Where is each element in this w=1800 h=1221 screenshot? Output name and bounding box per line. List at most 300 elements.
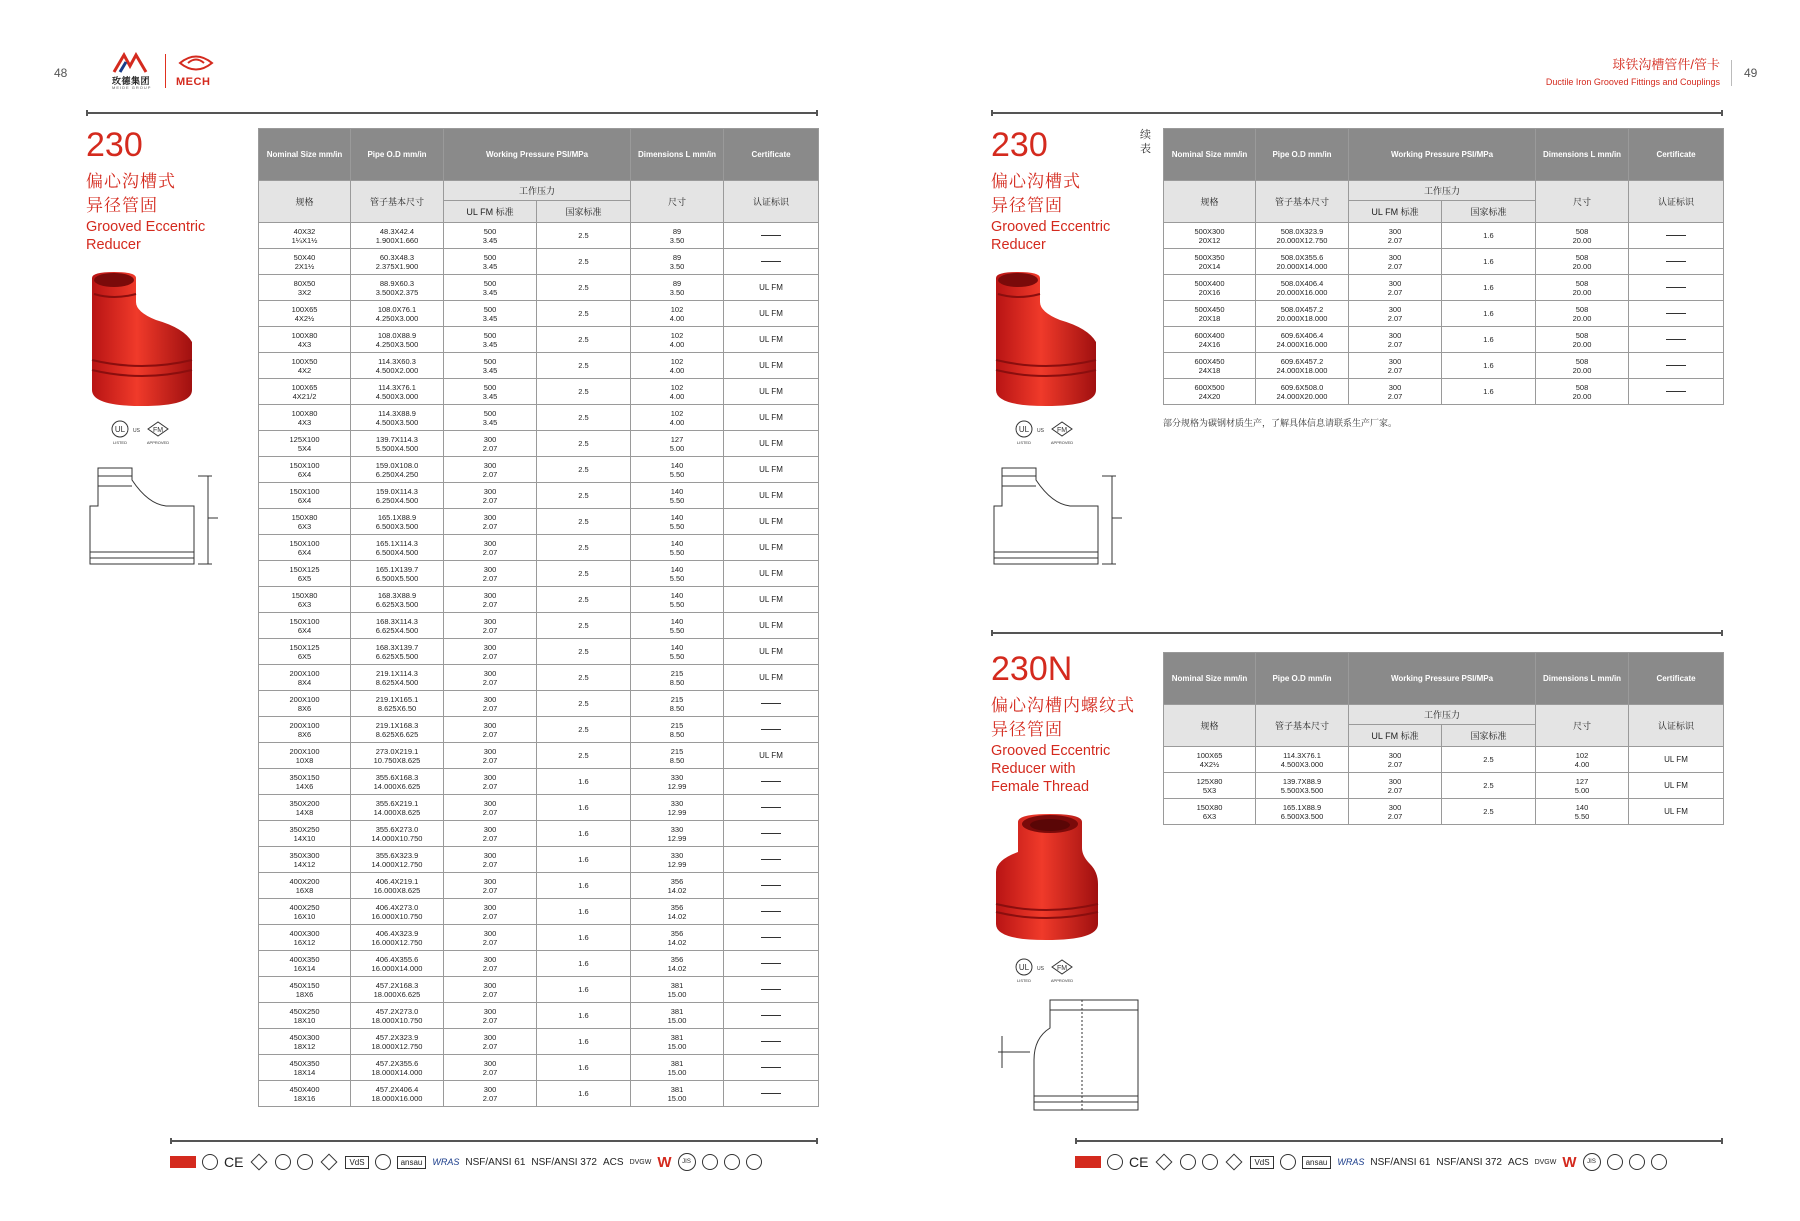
cell-nominal-mm: 40X32 bbox=[293, 226, 316, 236]
cell-psi: 300 bbox=[483, 902, 497, 912]
table-cell bbox=[631, 457, 724, 483]
ce-mark: CE bbox=[224, 1154, 244, 1170]
cell-od-in: 6.250X4.250 bbox=[375, 469, 419, 479]
cell-nominal-in: 10X8 bbox=[295, 755, 314, 765]
cell-cert: UL FM bbox=[1664, 781, 1688, 790]
cell-dim-mm: 102 bbox=[670, 408, 684, 418]
cell-dim-in: 5.50 bbox=[1574, 811, 1590, 821]
product-cont-name-cn-1: 偏心沟槽式 bbox=[991, 172, 1081, 191]
cell-od-in: 4.500X2.000 bbox=[375, 365, 419, 375]
svg-text:UL: UL bbox=[1018, 425, 1030, 434]
table-cell bbox=[259, 561, 351, 587]
cell-national-std: 1.6 bbox=[578, 829, 589, 838]
cell-od-in: 6.500X4.500 bbox=[375, 547, 419, 557]
cell-dim-in: 5.00 bbox=[1574, 785, 1590, 795]
table-cell bbox=[444, 1003, 537, 1029]
table-cell bbox=[724, 405, 819, 431]
no-cert-dash bbox=[761, 963, 781, 964]
table-row bbox=[1164, 301, 1724, 327]
table-cell bbox=[631, 431, 724, 457]
cell-nominal-mm: 350X150 bbox=[289, 772, 320, 782]
cell-od-in: 24.000X16.000 bbox=[1276, 339, 1328, 349]
table-cell bbox=[631, 951, 724, 977]
th-pipe-od-cn: 管子基本尺寸 bbox=[1256, 705, 1349, 747]
table-row bbox=[259, 743, 819, 769]
table-cell bbox=[537, 925, 631, 951]
table-cell bbox=[259, 977, 351, 1003]
cell-nominal-in: 24X20 bbox=[1198, 391, 1221, 401]
svg-text:FM: FM bbox=[1056, 965, 1068, 972]
acs-mark: ACS bbox=[1508, 1156, 1529, 1168]
table-cell bbox=[351, 613, 444, 639]
cell-psi: 300 bbox=[483, 538, 497, 548]
cell-od-in: 24.000X20.000 bbox=[1276, 391, 1328, 401]
no-cert-dash bbox=[1666, 339, 1686, 340]
cell-dim-mm: 356 bbox=[670, 928, 684, 938]
table-cell bbox=[259, 639, 351, 665]
table-cell bbox=[724, 327, 819, 353]
table-row bbox=[1164, 799, 1724, 825]
cell-od-mm: 165.1X114.3 bbox=[376, 538, 418, 548]
cell-od-in: 6.625X4.500 bbox=[375, 625, 419, 635]
cell-dim-in: 14.02 bbox=[667, 885, 687, 895]
cell-od-mm: 114.3X76.1 bbox=[1283, 750, 1321, 760]
ansau-mark: ansau bbox=[1302, 1156, 1332, 1169]
cell-psi: 500 bbox=[483, 304, 497, 314]
cell-nominal-in: 14X6 bbox=[295, 781, 314, 791]
table-cell bbox=[351, 535, 444, 561]
cell-nominal-mm: 600X400 bbox=[1194, 330, 1225, 340]
cell-od-in: 18.000X12.750 bbox=[371, 1041, 423, 1051]
cell-cert: UL FM bbox=[1664, 755, 1688, 764]
cell-dim-in: 12.99 bbox=[667, 781, 687, 791]
table-cell bbox=[724, 1003, 819, 1029]
table-cell bbox=[724, 275, 819, 301]
cell-dim-in: 5.50 bbox=[669, 547, 685, 557]
table-cell bbox=[259, 535, 351, 561]
table-cell bbox=[724, 509, 819, 535]
cell-od-mm: 609.6X508.0 bbox=[1280, 382, 1324, 392]
cell-od-mm: 60.3X48.3 bbox=[379, 252, 415, 262]
table-cell bbox=[351, 249, 444, 275]
nsf61-mark: NSF/ANSI 61 bbox=[1370, 1156, 1431, 1168]
cell-psi: 300 bbox=[1388, 252, 1402, 262]
cell-national-std: 2.5 bbox=[578, 387, 589, 396]
table-cell bbox=[259, 405, 351, 431]
table-cell bbox=[724, 977, 819, 1003]
cell-national-std: 1.6 bbox=[578, 1089, 589, 1098]
th-dimension-cn: 尺寸 bbox=[1536, 705, 1629, 747]
svg-text:LISTED: LISTED bbox=[112, 440, 128, 445]
product-cont-name-en-1: Grooved Eccentric bbox=[991, 219, 1111, 235]
cell-psi: 300 bbox=[483, 746, 497, 756]
certification-footer-right bbox=[1075, 1147, 1667, 1177]
table-row bbox=[259, 301, 819, 327]
cell-nominal-in: 18X14 bbox=[293, 1067, 316, 1077]
table-cell bbox=[631, 665, 724, 691]
cell-mpa: 3.45 bbox=[482, 261, 498, 271]
table-cell bbox=[444, 483, 537, 509]
cell-cert: UL FM bbox=[759, 465, 783, 474]
table-cell bbox=[259, 353, 351, 379]
table-cell bbox=[537, 587, 631, 613]
cell-national-std: 1.6 bbox=[578, 933, 589, 942]
table-cell bbox=[537, 769, 631, 795]
table-row bbox=[259, 873, 819, 899]
cell-national-std: 2.5 bbox=[578, 647, 589, 656]
cell-od-mm: 457.2X168.3 bbox=[375, 980, 419, 990]
cell-dim-in: 4.00 bbox=[1574, 759, 1590, 769]
logo-en-text: MEIDE GROUP bbox=[112, 85, 152, 90]
table-cell bbox=[351, 847, 444, 873]
th-size-cn: 规格 bbox=[1164, 181, 1256, 223]
cell-cert: UL FM bbox=[759, 361, 783, 370]
product-name-cn-1: 偏心沟槽式 bbox=[86, 172, 176, 191]
jis-mark: JIS bbox=[678, 1153, 696, 1171]
table-cell bbox=[444, 665, 537, 691]
cell-nominal-in: 16X12 bbox=[293, 937, 316, 947]
cell-cert: UL FM bbox=[1664, 807, 1688, 816]
cell-dim-in: 12.99 bbox=[667, 807, 687, 817]
table-cell bbox=[537, 275, 631, 301]
cell-psi: 300 bbox=[483, 850, 497, 860]
table-cell bbox=[259, 717, 351, 743]
cell-mpa: 2.07 bbox=[482, 963, 498, 973]
cell-od-mm: 355.6X273.0 bbox=[375, 824, 419, 834]
table-cell bbox=[259, 509, 351, 535]
cell-dim-in: 5.50 bbox=[669, 651, 685, 661]
table-cell bbox=[351, 639, 444, 665]
table-cell bbox=[724, 1081, 819, 1107]
table-row bbox=[259, 561, 819, 587]
cell-dim-mm: 215 bbox=[670, 694, 684, 704]
cell-od-in: 20.000X16.000 bbox=[1276, 287, 1328, 297]
cell-dim-in: 20.00 bbox=[1572, 235, 1592, 245]
cell-mpa: 2.07 bbox=[482, 521, 498, 531]
table-cell bbox=[259, 795, 351, 821]
table-cell bbox=[444, 587, 537, 613]
cell-nominal-in: 20X12 bbox=[1198, 235, 1221, 245]
table-cell bbox=[1256, 275, 1349, 301]
table-row bbox=[259, 405, 819, 431]
cell-nominal-mm: 450X350 bbox=[289, 1058, 320, 1068]
table-cell bbox=[259, 847, 351, 873]
table-cell bbox=[537, 743, 631, 769]
no-cert-dash bbox=[761, 859, 781, 860]
table-cell bbox=[537, 1029, 631, 1055]
cell-dim-mm: 102 bbox=[1575, 750, 1589, 760]
right-bottom-rule bbox=[1075, 1140, 1723, 1142]
table-cell bbox=[537, 535, 631, 561]
cell-od-mm: 508.0X355.6 bbox=[1280, 252, 1324, 262]
th-pipe-od: Pipe O.D mm/in bbox=[1256, 653, 1349, 705]
cell-dim-mm: 381 bbox=[670, 1084, 684, 1094]
reducer-dimension-drawing bbox=[86, 466, 232, 570]
th-pressure-cn: 工作压力 bbox=[1349, 705, 1536, 725]
table-cell bbox=[537, 327, 631, 353]
table-cell bbox=[724, 535, 819, 561]
cell-dim-mm: 89 bbox=[672, 252, 682, 262]
cell-nominal-mm: 200X100 bbox=[289, 694, 320, 704]
cell-national-std: 1.6 bbox=[1483, 257, 1494, 266]
cell-national-std: 2.5 bbox=[578, 413, 589, 422]
table-cell bbox=[631, 1003, 724, 1029]
table-cell bbox=[724, 899, 819, 925]
table-cell bbox=[259, 925, 351, 951]
no-cert-dash bbox=[761, 1067, 781, 1068]
table-row bbox=[259, 639, 819, 665]
cell-nominal-mm: 150X80 bbox=[291, 590, 318, 600]
table-cell bbox=[351, 353, 444, 379]
cell-nominal-mm: 500X400 bbox=[1194, 278, 1225, 288]
th-certificate: Certificate bbox=[1629, 653, 1724, 705]
certification-footer-left bbox=[170, 1147, 762, 1177]
table-cell bbox=[631, 977, 724, 1003]
cell-dim-mm: 102 bbox=[670, 382, 684, 392]
cell-nominal-in: 6X5 bbox=[297, 651, 312, 661]
table-row bbox=[259, 977, 819, 1003]
table-cell bbox=[1256, 747, 1349, 773]
table-cell bbox=[1536, 249, 1629, 275]
table-cell bbox=[351, 743, 444, 769]
table-cell bbox=[444, 561, 537, 587]
cell-cert: UL FM bbox=[759, 309, 783, 318]
cell-nominal-mm: 400X200 bbox=[289, 876, 320, 886]
table-cell bbox=[444, 1081, 537, 1107]
cell-dim-in: 5.50 bbox=[669, 625, 685, 635]
table-cell bbox=[1442, 799, 1536, 825]
table-cell bbox=[537, 873, 631, 899]
table-cell bbox=[1256, 301, 1349, 327]
cell-cert: UL FM bbox=[759, 673, 783, 682]
gray-seal-icon bbox=[1629, 1154, 1645, 1170]
cell-dim-in: 4.00 bbox=[669, 417, 685, 427]
table-cell bbox=[631, 223, 724, 249]
table-cell bbox=[537, 1003, 631, 1029]
table-cell bbox=[631, 405, 724, 431]
th-national-std: 国家标准 bbox=[1442, 201, 1536, 223]
cell-dim-in: 20.00 bbox=[1572, 287, 1592, 297]
table-row bbox=[259, 327, 819, 353]
cell-od-mm: 168.3X88.9 bbox=[377, 590, 417, 600]
cell-mpa: 2.07 bbox=[482, 911, 498, 921]
jis-mark: JIS bbox=[1583, 1153, 1601, 1171]
table-cell bbox=[1536, 223, 1629, 249]
th-dimensions: Dimensions L mm/in bbox=[1536, 653, 1629, 705]
cell-psi: 300 bbox=[483, 486, 497, 496]
th-cert-cn: 认证标识 bbox=[1629, 705, 1724, 747]
cell-nominal-in: 1¼X1½ bbox=[291, 235, 318, 245]
table-cell bbox=[1164, 223, 1256, 249]
no-cert-dash bbox=[761, 261, 781, 262]
logo-separator bbox=[165, 54, 166, 88]
ccc-icon bbox=[275, 1154, 291, 1170]
cell-dim-mm: 140 bbox=[670, 564, 684, 574]
table-cell bbox=[537, 353, 631, 379]
table-cell bbox=[444, 717, 537, 743]
cell-psi: 300 bbox=[1388, 356, 1402, 366]
th-nominal-size: Nominal Size mm/in bbox=[1164, 653, 1256, 705]
cell-dim-mm: 381 bbox=[670, 1058, 684, 1068]
table-cell bbox=[259, 873, 351, 899]
th-dimension-cn: 尺寸 bbox=[1536, 181, 1629, 223]
cell-nominal-mm: 450X300 bbox=[289, 1032, 320, 1042]
cell-national-std: 1.6 bbox=[1483, 335, 1494, 344]
cell-mpa: 2.07 bbox=[482, 495, 498, 505]
cell-nominal-in: 16X10 bbox=[293, 911, 316, 921]
dvgw-mark: DVGW bbox=[1534, 1158, 1557, 1166]
cell-psi: 500 bbox=[483, 382, 497, 392]
seal-icon bbox=[1280, 1154, 1296, 1170]
cell-dim-in: 5.50 bbox=[669, 469, 685, 479]
svg-text:US: US bbox=[1037, 428, 1044, 434]
cell-mpa: 2.07 bbox=[1387, 785, 1403, 795]
table-cell bbox=[631, 1029, 724, 1055]
table-cell bbox=[444, 899, 537, 925]
table-cell bbox=[724, 847, 819, 873]
table-cell bbox=[351, 301, 444, 327]
vds-mark: VdS bbox=[345, 1156, 368, 1169]
table-row bbox=[1164, 223, 1724, 249]
table-cell bbox=[351, 665, 444, 691]
cell-psi: 500 bbox=[483, 408, 497, 418]
cell-nominal-mm: 100X80 bbox=[291, 330, 318, 340]
cell-mpa: 2.07 bbox=[482, 937, 498, 947]
cell-nominal-in: 6X3 bbox=[1202, 811, 1217, 821]
cell-psi: 300 bbox=[483, 1084, 497, 1094]
cell-national-std: 2.5 bbox=[578, 231, 589, 240]
table-cell bbox=[259, 301, 351, 327]
cell-od-mm: 609.6X406.4 bbox=[1280, 330, 1324, 340]
cell-od-mm: 406.4X273.0 bbox=[375, 902, 419, 912]
cell-od-in: 14.000X10.750 bbox=[371, 833, 423, 843]
cell-od-in: 18.000X6.625 bbox=[373, 989, 421, 999]
table-cell bbox=[1442, 353, 1536, 379]
cell-dim-in: 15.00 bbox=[667, 1041, 687, 1051]
table-row bbox=[259, 223, 819, 249]
cell-mpa: 2.07 bbox=[482, 807, 498, 817]
table-cell bbox=[1164, 353, 1256, 379]
cell-dim-in: 8.50 bbox=[669, 755, 685, 765]
table-cell bbox=[631, 1055, 724, 1081]
table-cell bbox=[444, 795, 537, 821]
table-cell bbox=[1164, 747, 1256, 773]
cell-dim-mm: 215 bbox=[670, 746, 684, 756]
table-cell bbox=[1536, 799, 1629, 825]
table-cell bbox=[1442, 223, 1536, 249]
cell-dim-in: 20.00 bbox=[1572, 391, 1592, 401]
cell-nominal-in: 14X12 bbox=[293, 859, 316, 869]
th-national-std: 国家标准 bbox=[537, 201, 631, 223]
table-row bbox=[259, 431, 819, 457]
cell-psi: 300 bbox=[483, 460, 497, 470]
cell-od-mm: 114.3X88.9 bbox=[378, 408, 416, 418]
table-cell bbox=[351, 223, 444, 249]
table-cell bbox=[1256, 249, 1349, 275]
cell-national-std: 1.6 bbox=[578, 985, 589, 994]
cell-nominal-mm: 400X300 bbox=[289, 928, 320, 938]
cell-cert: UL FM bbox=[759, 595, 783, 604]
cell-cert: UL FM bbox=[759, 335, 783, 344]
table-row bbox=[259, 1003, 819, 1029]
th-pipe-od: Pipe O.D mm/in bbox=[1256, 129, 1349, 181]
cell-od-in: 3.500X2.375 bbox=[375, 287, 419, 297]
table-row bbox=[259, 769, 819, 795]
cell-dim-mm: 215 bbox=[670, 720, 684, 730]
cell-od-mm: 165.1X88.9 bbox=[377, 512, 417, 522]
table-cell bbox=[444, 639, 537, 665]
threaded-reducer-image bbox=[990, 812, 1108, 942]
cell-nominal-in: 4X3 bbox=[297, 417, 312, 427]
mech-text: MECH bbox=[176, 76, 211, 88]
cell-mpa: 2.07 bbox=[482, 859, 498, 869]
cell-mpa: 2.07 bbox=[1387, 811, 1403, 821]
cell-psi: 300 bbox=[483, 694, 497, 704]
cell-dim-mm: 140 bbox=[670, 460, 684, 470]
table-cell bbox=[537, 795, 631, 821]
cell-od-mm: 114.3X60.3 bbox=[378, 356, 416, 366]
cell-psi: 300 bbox=[483, 876, 497, 886]
th-pipe-od-cn: 管子基本尺寸 bbox=[1256, 181, 1349, 223]
table-row bbox=[259, 509, 819, 535]
ul-fm-badges-cont bbox=[1012, 420, 1092, 446]
cell-psi: 300 bbox=[1388, 278, 1402, 288]
svg-text:US: US bbox=[1037, 966, 1044, 972]
cell-mpa: 2.07 bbox=[1387, 235, 1403, 245]
gray-seal-icon bbox=[724, 1154, 740, 1170]
table-cell bbox=[537, 691, 631, 717]
svg-text:APPROVED: APPROVED bbox=[1050, 978, 1074, 983]
table-cell bbox=[259, 379, 351, 405]
cell-national-std: 1.6 bbox=[578, 777, 589, 786]
table-row bbox=[259, 379, 819, 405]
table-cell bbox=[537, 223, 631, 249]
table-cell bbox=[724, 691, 819, 717]
table-cell bbox=[1629, 327, 1724, 353]
cell-nominal-in: 16X14 bbox=[293, 963, 316, 973]
table-row bbox=[259, 483, 819, 509]
table-cell bbox=[444, 925, 537, 951]
spec-table-230 bbox=[258, 128, 819, 1107]
cell-dim-mm: 89 bbox=[672, 226, 682, 236]
cell-dim-mm: 381 bbox=[670, 1006, 684, 1016]
no-cert-dash bbox=[1666, 391, 1686, 392]
cell-dim-mm: 127 bbox=[1575, 776, 1589, 786]
table-row bbox=[259, 847, 819, 873]
cell-nominal-mm: 125X100 bbox=[289, 434, 320, 444]
cell-dim-in: 20.00 bbox=[1572, 339, 1592, 349]
cell-od-mm: 457.2X273.0 bbox=[375, 1006, 419, 1016]
reducer-dimension-drawing-cont bbox=[990, 466, 1136, 570]
pc-icon bbox=[1651, 1154, 1667, 1170]
kc-icon bbox=[702, 1154, 718, 1170]
table-cell bbox=[631, 899, 724, 925]
cell-cert: UL FM bbox=[759, 517, 783, 526]
cell-nominal-in: 6X4 bbox=[297, 547, 312, 557]
cell-dim-in: 5.50 bbox=[669, 573, 685, 583]
table-cell bbox=[724, 925, 819, 951]
no-cert-dash bbox=[761, 833, 781, 834]
cell-national-std: 2.5 bbox=[578, 309, 589, 318]
cell-national-std: 1.6 bbox=[1483, 387, 1494, 396]
cell-psi: 500 bbox=[483, 278, 497, 288]
cell-nominal-mm: 500X450 bbox=[1194, 304, 1225, 314]
table-cell bbox=[1256, 327, 1349, 353]
product-number-230n: 230N bbox=[991, 650, 1073, 688]
cell-psi: 300 bbox=[483, 512, 497, 522]
cell-od-in: 6.500X5.500 bbox=[375, 573, 419, 583]
table-cell bbox=[1349, 249, 1442, 275]
